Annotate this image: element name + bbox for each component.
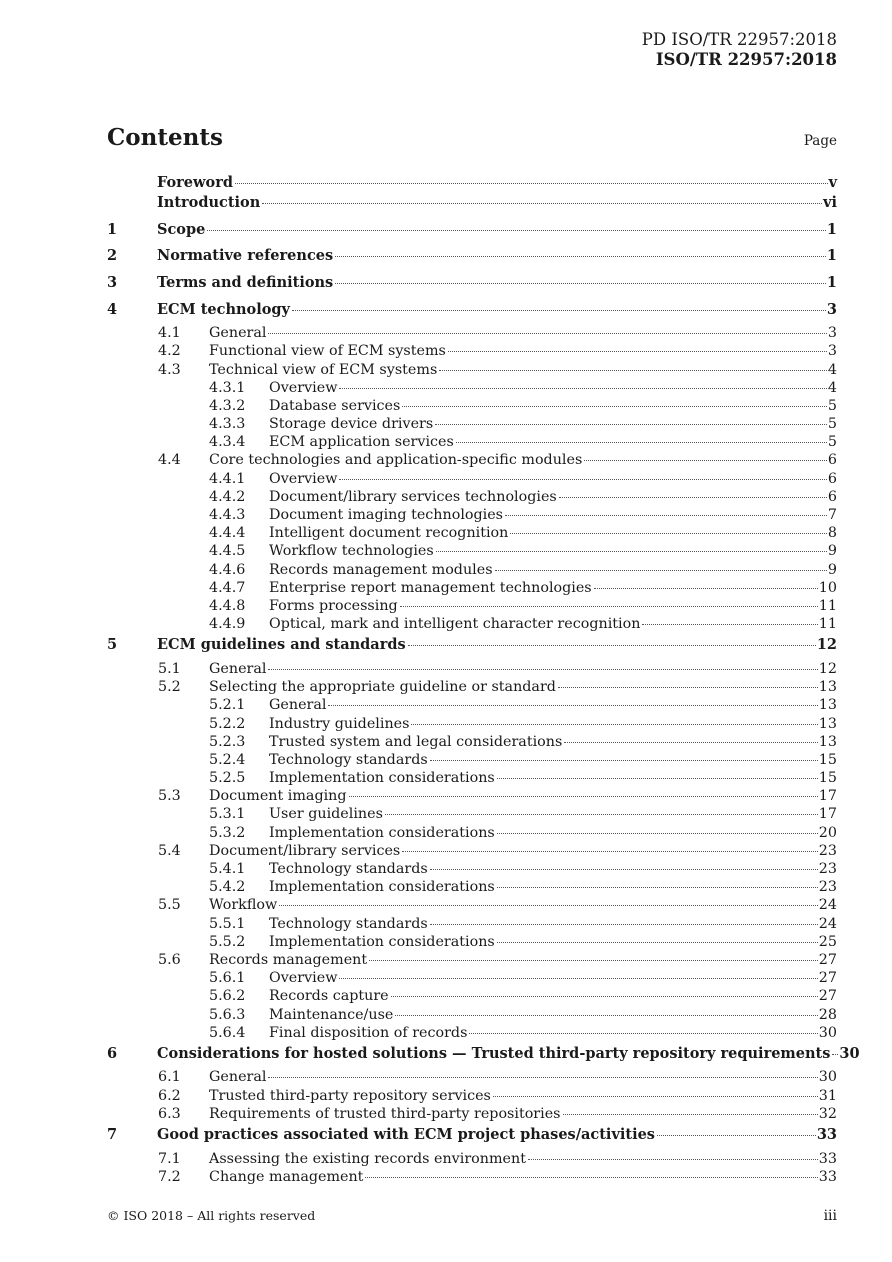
toc-entry-number: 7.2 (158, 1168, 181, 1185)
toc-entry-page: 13 (818, 715, 837, 732)
toc-dot-leader (339, 978, 817, 979)
toc-entry[interactable] (107, 525, 837, 543)
toc-dot-leader (559, 497, 827, 498)
toc-entry-page: 9 (827, 543, 837, 560)
toc-entry-number: 5.2.2 (209, 715, 246, 732)
toc-entry-number: 4.4.3 (209, 507, 246, 524)
toc-dot-leader (495, 570, 827, 571)
toc-entry-title: ECM application services (269, 434, 454, 451)
toc-entry[interactable] (107, 507, 837, 525)
toc-entry-title: Technology standards (269, 915, 428, 932)
toc-entry[interactable] (107, 362, 837, 380)
toc-entry-number: 3 (107, 273, 118, 291)
toc-dot-leader (456, 442, 827, 443)
toc-entry-page: 7 (827, 507, 837, 524)
toc-dot-leader (528, 1159, 818, 1160)
toc-entry[interactable] (107, 245, 837, 272)
toc-entry-title: Foreword (157, 174, 233, 191)
toc-entry-number: 5.6.4 (209, 1024, 246, 1041)
toc-entry-title: Overview (269, 379, 338, 396)
toc-dot-leader (563, 1114, 818, 1115)
toc-dot-leader (369, 960, 818, 961)
copyright-notice: © ISO 2018 – All rights reserved (107, 1208, 316, 1223)
toc-entry[interactable] (107, 916, 837, 934)
toc-entry-title: General (209, 1069, 267, 1086)
toc-dot-leader (402, 406, 827, 407)
toc-entry-title: Technology standards (269, 861, 428, 877)
toc-entry-title: Introduction (157, 194, 261, 212)
toc-entry[interactable] (107, 1069, 837, 1087)
toc-entry-number: 7.1 (158, 1150, 181, 1167)
toc-entry-page: 9 (827, 561, 837, 578)
toc-entry[interactable] (107, 734, 837, 752)
toc-dot-leader (328, 705, 817, 706)
toc-dot-leader (400, 606, 818, 607)
toc-entry-title: Document imaging (209, 788, 347, 805)
toc-dot-leader (505, 515, 827, 516)
toc-entry-number: 4.4.5 (209, 543, 246, 560)
toc-entry-page: 15 (818, 770, 837, 787)
toc-entry-number: 5.4 (158, 842, 181, 859)
toc-entry-number: 6 (107, 1044, 118, 1062)
toc-entry-title: General (209, 660, 267, 677)
toc-entry-page: 24 (818, 897, 837, 914)
page-title: Contents (107, 124, 223, 151)
toc-entry-number: 4.4.7 (209, 579, 246, 596)
toc-entry-page: v (828, 174, 837, 191)
toc-entry[interactable] (107, 616, 837, 634)
toc-dot-leader (436, 551, 827, 552)
toc-entry-number: 5.5 (158, 897, 181, 914)
toc-dot-leader (335, 283, 826, 284)
page-number: iii (823, 1208, 837, 1224)
toc-entry-page: 23 (818, 861, 837, 877)
toc-entry-number: 5.6 (158, 951, 181, 968)
toc-entry-number: 5.4.2 (209, 879, 246, 896)
toc-entry-page: 6 (827, 488, 837, 505)
toc-dot-leader (235, 183, 828, 184)
document-footer (107, 1208, 837, 1224)
toc-entry[interactable] (107, 580, 837, 598)
toc-entry[interactable] (107, 861, 837, 879)
toc-entry-number: 4.4.6 (209, 561, 246, 578)
toc-entry[interactable] (107, 416, 837, 434)
toc-entry-page: 3 (827, 343, 837, 360)
toc-entry-number: 5.2 (158, 679, 181, 696)
toc-entry[interactable] (107, 806, 837, 824)
toc-entry-title: Final disposition of records (269, 1024, 468, 1041)
toc-dot-leader (430, 760, 818, 761)
toc-entry-number: 4.4.1 (209, 470, 246, 487)
toc-dot-leader (657, 1135, 816, 1136)
toc-entry-page: 30 (818, 1069, 837, 1086)
toc-entry-page: 27 (818, 970, 837, 987)
toc-entry[interactable] (107, 752, 837, 770)
toc-dot-leader (292, 310, 826, 311)
toc-dot-leader (448, 351, 827, 352)
toc-entry-number: 5.5.1 (209, 915, 246, 932)
toc-entry[interactable] (107, 299, 837, 326)
toc-entry[interactable] (107, 471, 837, 489)
toc-dot-leader (439, 370, 827, 371)
toc-entry-page: 6 (827, 470, 837, 487)
toc-entry-number: 4.2 (158, 343, 181, 360)
toc-entry-page: 13 (818, 679, 837, 696)
toc-entry-title: Overview (269, 970, 338, 987)
toc-entry-title: Enterprise report management technologies (269, 579, 592, 596)
toc-entry-page: 8 (827, 525, 837, 542)
toc-entry-title: Workflow (209, 897, 278, 914)
toc-entry-page: 6 (827, 452, 837, 469)
toc-entry-title: User guidelines (269, 806, 383, 823)
toc-entry-title: Change management (209, 1168, 364, 1185)
toc-dot-leader (385, 814, 818, 815)
toc-entry-title: Document/library services (209, 842, 401, 859)
toc-entry-title: Storage device drivers (269, 416, 434, 433)
toc-entry-number: 4.4 (158, 452, 181, 469)
toc-entry[interactable] (107, 1106, 837, 1124)
toc-entry-title: Optical, mark and intelligent character recognition (269, 616, 641, 633)
toc-entry-number: 4.4.8 (209, 597, 246, 614)
toc-entry-page: 27 (818, 988, 837, 1005)
toc-entry[interactable] (107, 434, 837, 452)
toc-dot-leader (832, 1054, 838, 1055)
toc-entry-number: 5.2.3 (209, 733, 246, 750)
toc-entry-page: 1 (826, 273, 837, 291)
toc-entry-number: 4.3.2 (209, 397, 246, 414)
toc-dot-leader (262, 203, 822, 204)
toc-entry-number: 5.6.2 (209, 988, 246, 1005)
toc-entry-title: Database services (269, 397, 401, 414)
toc-dot-leader (430, 924, 818, 925)
toc-dot-leader (279, 905, 818, 906)
toc-entry-number: 6.3 (158, 1105, 181, 1122)
toc-entry-title: Assessing the existing records environment (209, 1150, 526, 1167)
toc-dot-leader (594, 588, 818, 589)
toc-entry-number: 5.5.2 (209, 933, 246, 950)
toc-entry-title: General (209, 325, 267, 342)
toc-entry[interactable] (107, 1025, 837, 1043)
toc-entry[interactable] (107, 897, 837, 915)
toc-entry-title: Records management (209, 951, 368, 968)
toc-entry[interactable] (107, 934, 837, 952)
toc-entry-page: 1 (826, 247, 837, 265)
toc-entry-title: Intelligent document recognition (269, 525, 509, 542)
toc-dot-leader (497, 778, 818, 779)
toc-entry-title: Implementation considerations (269, 879, 495, 896)
toc-entry-title: Records management modules (269, 561, 493, 578)
toc-entry[interactable] (107, 970, 837, 988)
toc-entry-title: Implementation considerations (269, 824, 495, 841)
toc-entry-title: Requirements of trusted third-party repositories (209, 1105, 561, 1122)
toc-entry[interactable] (107, 562, 837, 580)
toc-entry-page: 17 (818, 788, 837, 805)
toc-entry-page: 30 (818, 1024, 837, 1041)
toc-entry-title: Selecting the appropriate guideline or standard (209, 679, 556, 696)
toc-entry[interactable] (107, 398, 837, 416)
toc-dot-leader (335, 256, 826, 257)
toc-entry-number: 4.3 (158, 361, 181, 378)
toc-entry-number: 6.2 (158, 1087, 181, 1104)
toc-dot-leader (408, 645, 816, 646)
toc-entry-number: 5.2.1 (209, 697, 246, 714)
toc-dot-leader (493, 1096, 818, 1097)
toc-entry[interactable] (107, 879, 837, 897)
toc-entry-title: General (269, 697, 327, 714)
toc-dot-leader (411, 724, 817, 725)
toc-dot-leader (564, 742, 817, 743)
toc-dot-leader (339, 479, 826, 480)
toc-entry-page: 17 (818, 806, 837, 823)
toc-entry-page: 27 (818, 951, 837, 968)
toc-entry[interactable] (107, 661, 837, 679)
toc-entry-page: vi (823, 194, 837, 212)
toc-entry-number: 4.1 (158, 325, 181, 342)
toc-dot-leader (435, 424, 827, 425)
toc-entry-page: 30 (839, 1044, 860, 1062)
toc-dot-leader (430, 869, 818, 870)
toc-entry-title: Normative references (157, 247, 334, 265)
toc-entry-title: Records capture (269, 988, 389, 1005)
toc-dot-leader (349, 796, 818, 797)
toc-entry[interactable] (107, 343, 837, 361)
toc-entry-page: 15 (818, 751, 837, 768)
toc-entry-number: 2 (107, 247, 118, 265)
toc-dot-leader (402, 851, 818, 852)
toc-entry-title: Good practices associated with ECM project phases/activities (157, 1126, 655, 1144)
toc-entry-title: Document/library services technologies (269, 488, 557, 505)
toc-entry[interactable] (107, 1088, 837, 1106)
toc-entry-page: 33 (818, 1150, 837, 1167)
toc-entry-page: 23 (818, 879, 837, 896)
toc-entry[interactable] (107, 697, 837, 715)
toc-entry-page: 23 (818, 842, 837, 859)
toc-entry-number: 4.3.3 (209, 416, 246, 433)
toc-entry[interactable] (107, 325, 837, 343)
toc-entry-number: 5 (107, 636, 118, 654)
header-standard-id: ISO/TR 22957:2018 (655, 50, 837, 69)
toc-entry-page: 5 (827, 416, 837, 433)
toc-entry[interactable] (107, 770, 837, 788)
table-of-contents (107, 174, 860, 1187)
toc-entry-number: 5.2.5 (209, 770, 246, 787)
toc-entry-page: 4 (827, 379, 837, 396)
toc-dot-leader (395, 1015, 817, 1016)
toc-entry-number: 4 (107, 300, 118, 318)
toc-entry[interactable] (107, 380, 837, 398)
toc-dot-leader (497, 887, 818, 888)
toc-entry-title: Technology standards (269, 751, 428, 768)
toc-entry-page: 33 (818, 1168, 837, 1185)
toc-entry-title: Forms processing (269, 597, 398, 614)
toc-entry-page: 24 (818, 915, 837, 932)
toc-entry[interactable] (107, 1124, 837, 1151)
toc-entry-number: 5.6.3 (209, 1006, 246, 1023)
toc-entry-number: 4.4.2 (209, 488, 246, 505)
toc-dot-leader (268, 669, 817, 670)
toc-entry[interactable] (107, 219, 837, 246)
toc-entry-title: ECM technology (157, 300, 290, 318)
toc-dot-leader (558, 687, 818, 688)
toc-entry-title: Document imaging technologies (269, 507, 504, 524)
toc-entry-page: 5 (827, 397, 837, 414)
toc-entry-number: 5.3 (158, 788, 181, 805)
toc-entry-page: 12 (818, 660, 837, 677)
toc-entry-number: 5.4.1 (209, 861, 246, 877)
toc-dot-leader (642, 624, 817, 625)
toc-entry-title: Overview (269, 470, 338, 487)
toc-entry-title: Implementation considerations (269, 933, 495, 950)
toc-entry-number: 1 (107, 220, 118, 238)
toc-entry[interactable] (107, 679, 837, 697)
toc-entry-title: Industry guidelines (269, 715, 410, 732)
toc-entry-title: Functional view of ECM systems (209, 343, 446, 360)
toc-dot-leader (339, 388, 826, 389)
toc-entry-page: 5 (827, 434, 837, 451)
toc-entry[interactable] (107, 788, 837, 806)
toc-entry-number: 5.1 (158, 660, 181, 677)
toc-entry-title: Scope (157, 220, 206, 238)
toc-entry-number: 5.2.4 (209, 751, 246, 768)
toc-entry[interactable] (107, 174, 837, 192)
toc-entry-title: Terms and definitions (157, 273, 334, 291)
toc-dot-leader (268, 333, 826, 334)
toc-entry[interactable] (107, 598, 837, 616)
toc-entry-page: 4 (827, 361, 837, 378)
toc-entry[interactable] (107, 192, 837, 219)
toc-entry[interactable] (107, 825, 837, 843)
toc-entry[interactable] (107, 634, 837, 661)
toc-entry-title: Technical view of ECM systems (209, 361, 438, 378)
toc-entry-page: 3 (827, 325, 837, 342)
toc-entry[interactable] (107, 452, 837, 470)
toc-entry-page: 33 (816, 1126, 837, 1144)
page-column-label: Page (803, 133, 837, 149)
toc-entry-page: 1 (826, 220, 837, 238)
header-standard-id-pd: PD ISO/TR 22957:2018 (641, 30, 837, 49)
toc-dot-leader (207, 230, 826, 231)
toc-entry-title: Trusted system and legal considerations (269, 733, 563, 750)
toc-entry-page: 32 (818, 1105, 837, 1122)
toc-entry[interactable] (107, 843, 837, 861)
toc-entry-title: Core technologies and application-specific modules (209, 452, 583, 469)
toc-entry[interactable] (107, 952, 837, 970)
toc-dot-leader (497, 833, 818, 834)
toc-entry-number: 5.6.1 (209, 970, 246, 987)
toc-entry-title: Trusted third-party repository services (209, 1087, 491, 1104)
toc-entry[interactable] (107, 1007, 837, 1025)
toc-entry-page: 28 (818, 1006, 837, 1023)
toc-dot-leader (497, 942, 818, 943)
toc-entry-number: 4.3.4 (209, 434, 246, 451)
toc-entry[interactable] (107, 988, 837, 1006)
toc-entry-number: 5.3.1 (209, 806, 246, 823)
toc-entry-number: 4.3.1 (209, 379, 246, 396)
toc-entry-title: Implementation considerations (269, 770, 495, 787)
toc-entry-page: 11 (818, 616, 837, 633)
toc-entry-page: 13 (818, 697, 837, 714)
toc-entry-page: 20 (818, 824, 837, 841)
toc-entry-page: 13 (818, 733, 837, 750)
toc-entry-title: Workflow technologies (269, 543, 434, 560)
toc-entry-title: Considerations for hosted solutions — Trusted third-party repository requirements (157, 1044, 831, 1062)
toc-entry-title: ECM guidelines and standards (157, 636, 406, 654)
toc-dot-leader (584, 460, 827, 461)
toc-entry-page: 12 (816, 636, 837, 654)
toc-entry-page: 11 (818, 597, 837, 614)
toc-entry-number: 6.1 (158, 1069, 181, 1086)
toc-entry[interactable] (107, 1043, 860, 1070)
toc-entry[interactable] (107, 543, 837, 561)
toc-dot-leader (469, 1033, 817, 1034)
toc-dot-leader (365, 1177, 817, 1178)
toc-entry-number: 4.4.9 (209, 616, 246, 633)
toc-entry-page: 31 (818, 1087, 837, 1104)
toc-entry-title: Maintenance/use (269, 1006, 394, 1023)
toc-dot-leader (391, 996, 818, 997)
toc-entry[interactable] (107, 1151, 837, 1169)
toc-entry[interactable] (107, 1169, 837, 1187)
toc-entry[interactable] (107, 716, 837, 734)
document-header (642, 30, 837, 70)
toc-entry[interactable] (107, 489, 837, 507)
toc-dot-leader (510, 533, 827, 534)
toc-entry-number: 7 (107, 1126, 118, 1144)
toc-entry[interactable] (107, 272, 837, 299)
toc-entry-page: 25 (818, 933, 837, 950)
toc-dot-leader (268, 1077, 817, 1078)
toc-entry-page: 10 (818, 579, 837, 596)
toc-entry-number: 5.3.2 (209, 824, 246, 841)
toc-entry-number: 4.4.4 (209, 525, 246, 542)
toc-entry-page: 3 (826, 300, 837, 318)
